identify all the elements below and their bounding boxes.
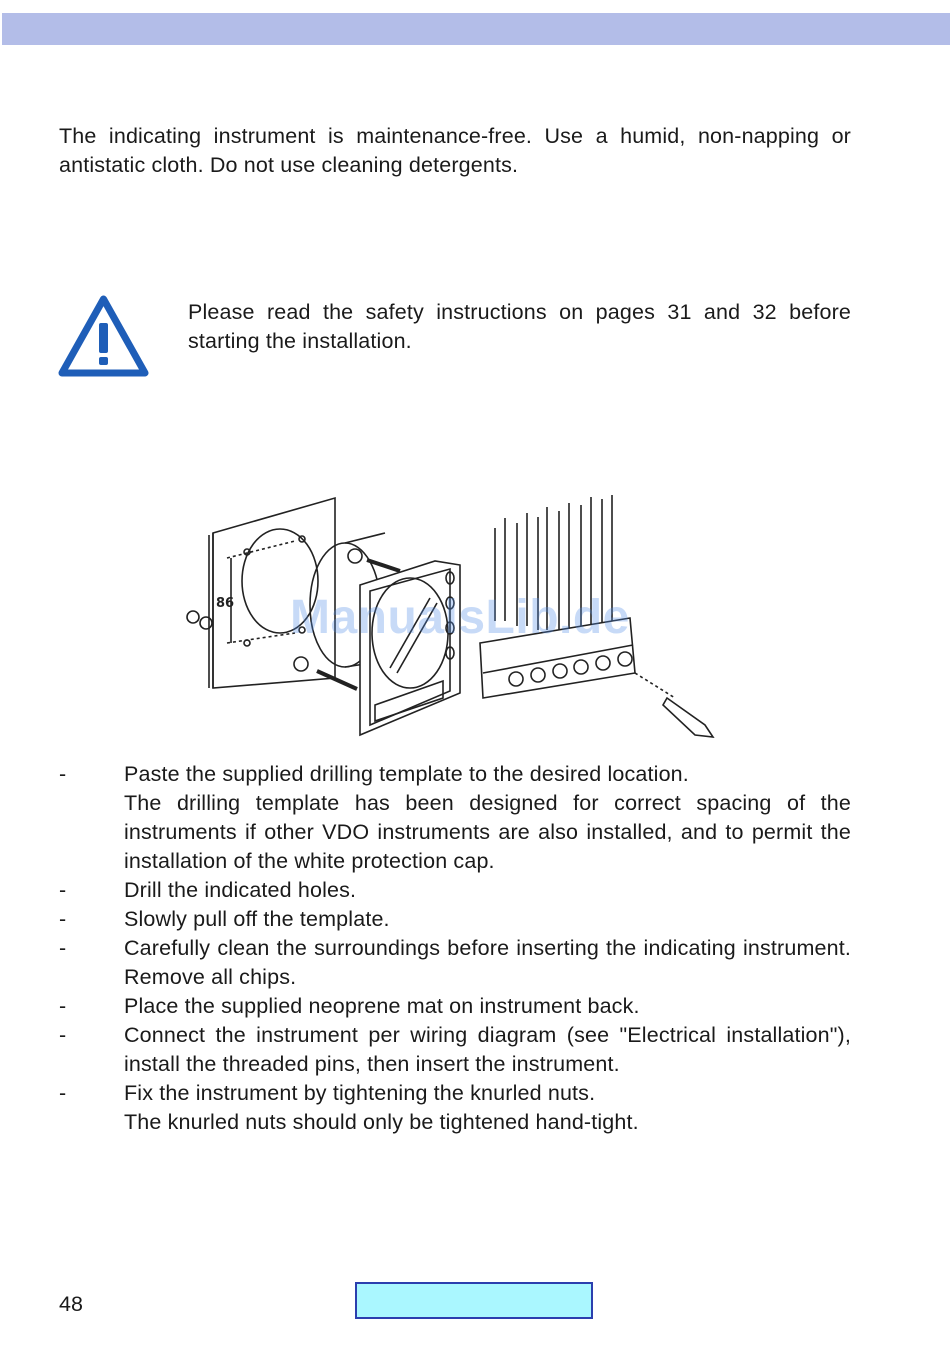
step-text: Paste the supplied drilling template to the desired location. <box>124 762 689 786</box>
step-note: The drilling template has been designed for correct spacing of the instruments if other VDO instruments are also installed, and to permit the installation of the white protection cap. <box>124 791 851 873</box>
watermark-text: ManualsLib.de <box>290 591 630 644</box>
step-text: Carefully clean the surroundings before inserting the indicating instrument. Remove all chips. <box>124 936 851 989</box>
step-text: Place the supplied neoprene mat on instrument back. <box>124 994 640 1018</box>
step-text: Drill the indicated holes. <box>124 878 357 902</box>
step-item <box>59 1079 851 1137</box>
step-marker: - <box>59 878 67 902</box>
step-text: Fix the instrument by tightening the knurled nuts. <box>124 1081 596 1105</box>
step-note: The knurled nuts should only be tightened hand-tight. <box>124 1110 639 1134</box>
step-item <box>59 992 851 1021</box>
maintenance-paragraph: The indicating instrument is maintenance-free. Use a humid, non-napping or antistatic cloth. Do not use cleaning detergents. <box>59 124 851 177</box>
step-item <box>59 1021 851 1079</box>
page-nav-button[interactable] <box>355 1282 593 1319</box>
step-item <box>59 905 851 934</box>
installation-steps <box>59 760 851 1137</box>
page-number: 48 <box>59 1292 83 1316</box>
dimension-label: 86 <box>216 596 235 611</box>
safety-note: Please read the safety instructions on pages 31 and 32 before starting the installation. <box>188 300 851 353</box>
header-bar <box>2 13 950 45</box>
step-item <box>59 934 851 992</box>
step-marker: - <box>59 762 67 786</box>
step-text: Slowly pull off the template. <box>124 907 390 931</box>
step-marker: - <box>59 994 67 1018</box>
step-marker: - <box>59 907 67 931</box>
step-item <box>59 760 851 876</box>
warning-triangle-icon <box>57 293 150 379</box>
step-marker: - <box>59 936 67 960</box>
step-item <box>59 876 851 905</box>
step-text: Connect the instrument per wiring diagram (see "Electrical installation"), install the threaded pins, then insert the instrument. <box>124 1023 851 1076</box>
step-marker: - <box>59 1081 67 1105</box>
step-marker: - <box>59 1023 67 1047</box>
